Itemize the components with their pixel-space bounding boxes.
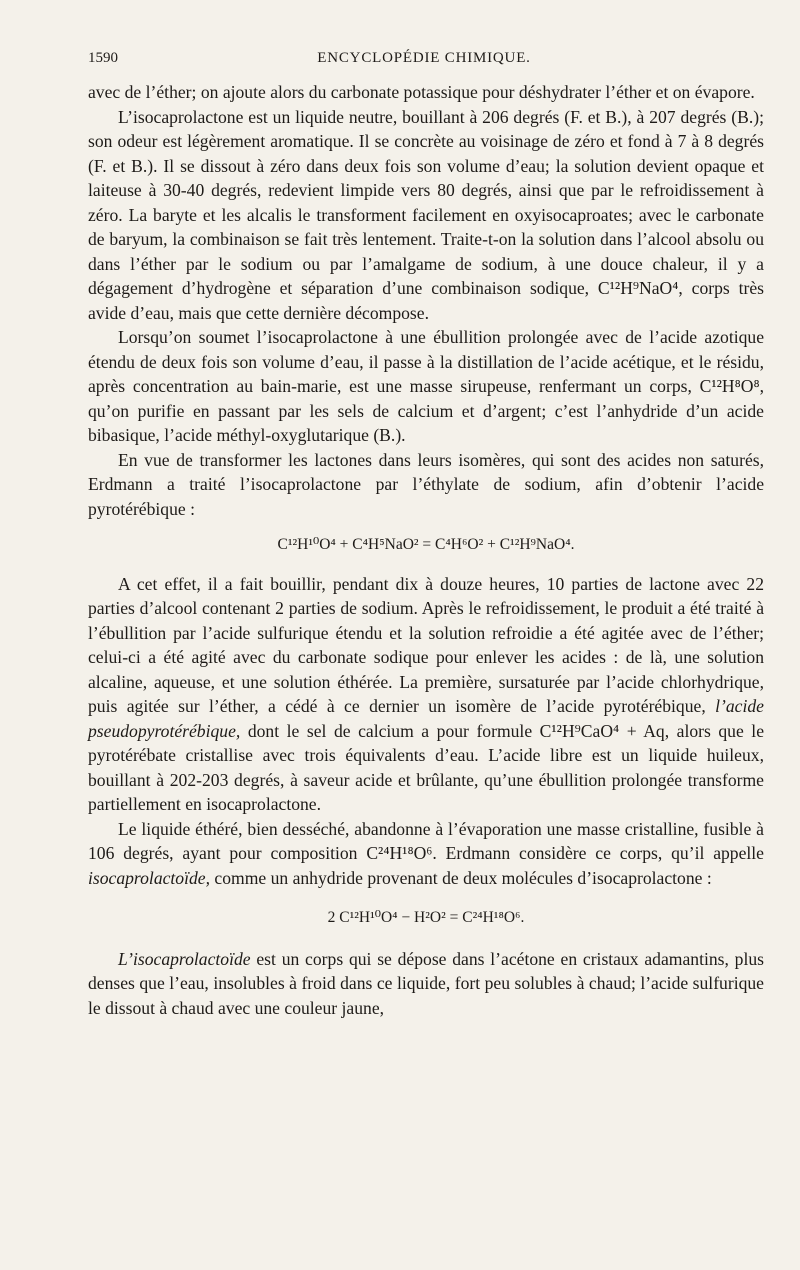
paragraph-isocaprolactoide xyxy=(88,947,764,1021)
page-body xyxy=(88,80,764,1020)
page-number: 1590 xyxy=(88,50,118,66)
paragraph-continuation: avec de l’éther; on ajoute alors du carbonate potassique pour déshydrater l’éther et on évapore. xyxy=(88,82,755,102)
paragraph-isocaprolactone-properties: L’isocaprolactone est un liquide neutre, bouillant à 206 degrés (F. et B.), à 207 degrés (B.); son odeur est légèrement aromatique. Il se concrète au voisinage de zéro et fond à 7 à 8 degrés (F. et B.). Il se dissout à zéro dans deux fois son volume d’eau; la solution devient opaque et laiteuse à 30-40 degrés, redevient limpide vers 80 degrés, ainsi que par le refroidissement à zéro. La baryte et les alcalis le transforment facilement en oxyisocaproates; avec le carbonate de baryum, la combinaison se fait très lentement. Traite-t-on la solution dans l’alcool absolu ou dans l’éther par le sodium ou par l’amalgame de sodium, à une douce chaleur, il y a dégagement d’hydrogène et séparation d’une combinaison sodique, C¹²H⁹NaO⁴, corps très avide d’eau, mais que cette dernière décompose. xyxy=(88,106,764,323)
isocaprolactoide-heading-term: L’isocaprolactoïde xyxy=(118,948,251,969)
page-header xyxy=(88,50,760,74)
paragraph-procedure-text-a: A cet effet, il a fait bouillir, pendant dix à douze heures, 10 parties de lactone avec 22 parties d’alcool contenant 2 parties de sodium. Après le refroidissement, le produit a été traité à l’ébullition par l’acide sulfurique étendu et la solution refroidie a été agitée avec de l’éther; celui-ci a été agité avec du carbonate sodique pour enlever les acides : de là, une solution alcaline, aqueuse, et une solution éthérée. La première, sursaturée par l’acide chlorhydrique, puis agitée sur l’éther, a cédé à ce dernier un isomère de l’acide pyrotérébique, xyxy=(88,573,764,716)
paragraph-isocaprolactoide-text: est un corps qui se dépose dans l’acétone en cristaux adamantins, plus denses que l’eau, insolubles à froid dans ce liquide, fort peu solubles à chaud; l’acide sulfurique le dissout à chaud avec une couleur jaune, xyxy=(88,948,764,1018)
running-title: ENCYCLOPÉDIE CHIMIQUE. xyxy=(317,50,531,66)
paragraph-ether-text-a: Le liquide éthéré, bien desséché, abandonne à l’évaporation une masse cristalline, fusible à 106 degrés, ayant pour composition C²⁴H¹⁸O⁶. Erdmann considère ce corps, qu’il appelle xyxy=(88,818,764,863)
paragraph-procedure-text-b: dont le sel de calcium a pour formule C¹²H⁹CaO⁴ + Aq, alors que le pyrotérébate cristallise avec trois équivalents d’eau. L’acide libre est un liquide huileux, bouillant à 202-203 degrés, à saveur acide et brûlante, qu’une ébullition prolongée transforme partiellement en isocaprolactone. xyxy=(88,720,764,814)
equation-2: 2 C¹²H¹⁰O⁴ − H²O² = C²⁴H¹⁸O⁶. xyxy=(327,909,525,926)
isocaprolactoide-term: isocaprolactoïde, xyxy=(88,867,210,888)
paragraph-ether-text-b: comme un anhydride provenant de deux molécules d’isocaprolactone : xyxy=(214,867,712,888)
paragraph-erdmann: En vue de transformer les lactones dans leurs isomères, qui sont des acides non saturés, Erdmann a traité l’isocaprolactone par l’éthylate de sodium, afin d’obtenir l’acide pyrotérébique : xyxy=(88,449,764,519)
paragraph-nitric-acid: Lorsqu’on soumet l’isocaprolactone à une ébullition prolongée avec de l’acide azotique étendu de deux fois son volume d’eau, il passe à la distillation de l’acide acétique, et le résidu, après concentration au bain-marie, est une masse sirupeuse, renfermant un corps, C¹²H⁸O⁸, qu’on purifie en passant par les sels de calcium et d’argent; c’est l’anhydride d’un acide bibasique, l’acide méthyl-oxyglutarique (B.). xyxy=(88,327,764,445)
equation-1: C¹²H¹⁰O⁴ + C⁴H⁵NaO² = C⁴H⁶O² + C¹²H⁹NaO⁴. xyxy=(277,536,575,553)
paragraph-procedure xyxy=(88,572,764,817)
paragraph-ether-liquid xyxy=(88,817,764,891)
pseudopyroterebic-acid-term: l’acide pseudopyrotérébique, xyxy=(88,696,764,741)
